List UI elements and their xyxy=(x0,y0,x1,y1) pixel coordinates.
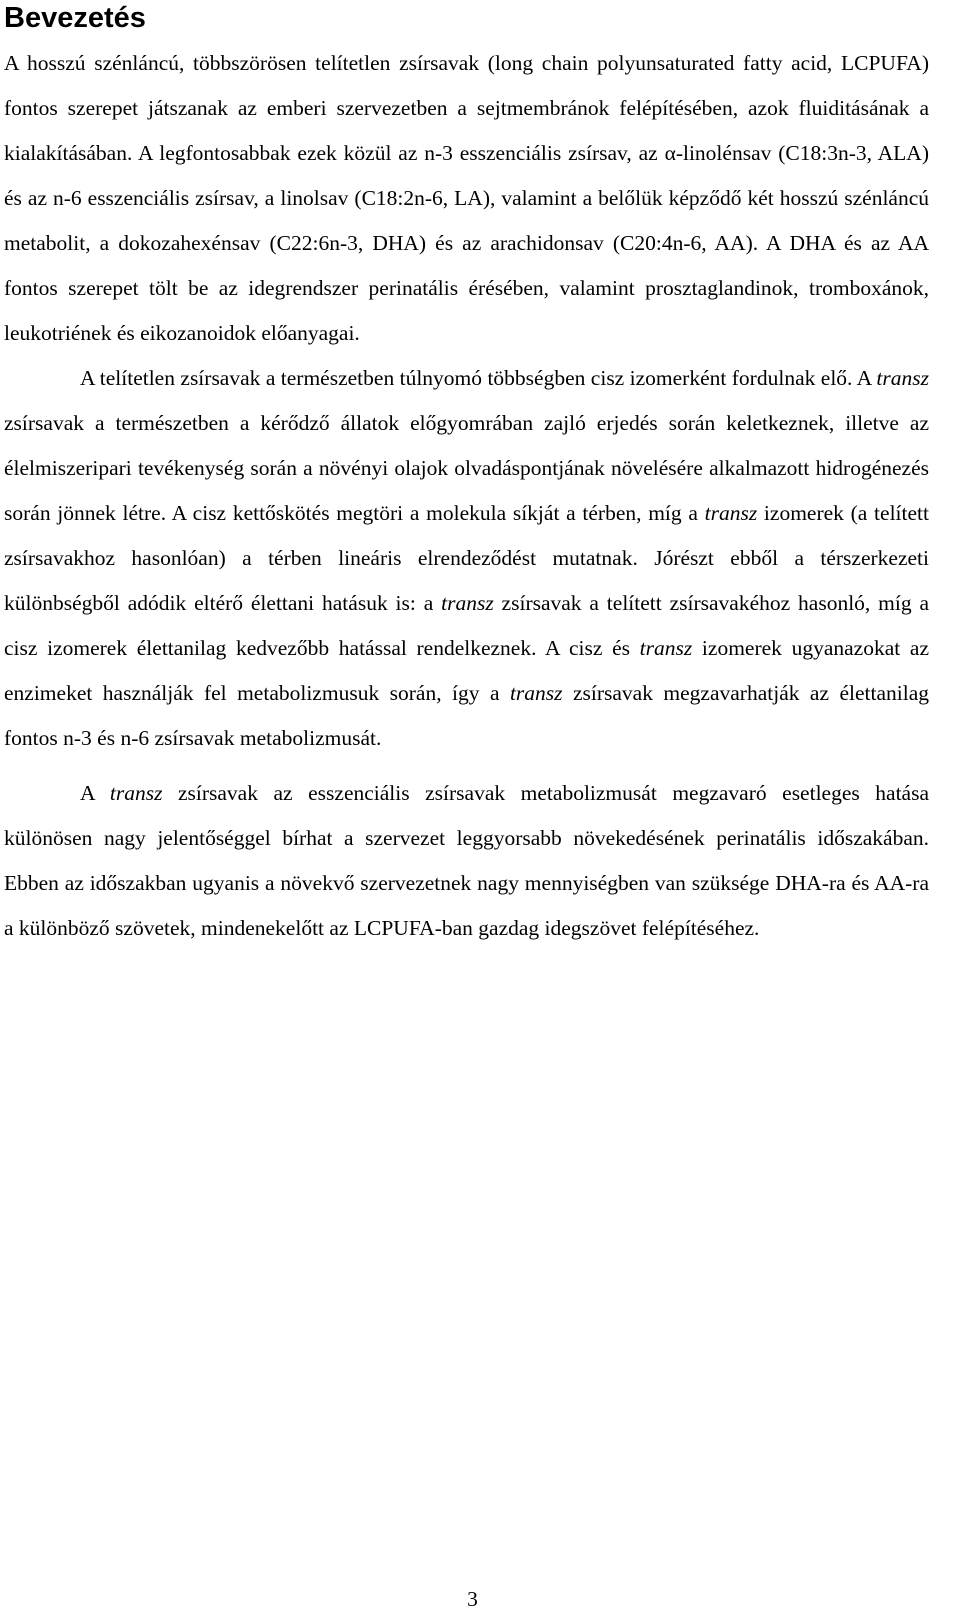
body-text xyxy=(4,41,929,951)
paragraph-3-text: A xyxy=(80,781,110,805)
section-heading: Bevezetés xyxy=(4,2,146,34)
paragraph-3-text: zsírsavak az esszenciális zsírsavak metabolizmusát megzavaró esetleges hatása különösen nagy jelentőséggel bírhat a szervezet leggyorsabb növekedésének perinatális időszakában. Ebben az időszakban ugyanis a növekvő szervezetnek nagy mennyiségben van szüksége DHA-ra és AA-ra a különböző szövetek, mindenekelőtt az LCPUFA-ban gazdag idegszövet felépítéséhez. xyxy=(4,781,930,940)
paragraph-2-text: zsírsavak a természetben a kérődző állatok előgyomrában zajló erjedés során keletkeznek, illetve az élelmiszeripari tevékenység során a növényi olajok olvadáspontjának növelésére alkalmazott hidrogénezés során jönnek létre. A cisz kettőskötés megtöri a molekula síkját a térben, míg a xyxy=(4,411,929,525)
paragraph-2-text: zsírsavak megzavarhatják az élettanilag fontos n-3 és n-6 zsírsavak metabolizmusát. xyxy=(4,681,929,750)
paragraph-2-text: A telítetlen zsírsavak a természetben túlnyomó többségben cisz izomerként fordulnak elő. A xyxy=(80,366,877,390)
italic-term: transz xyxy=(441,591,494,615)
paragraph-2 xyxy=(4,356,929,761)
italic-term: transz xyxy=(509,681,563,705)
italic-term: transz xyxy=(704,501,758,525)
paragraph-2-text: izomerek ugyanazokat az enzimeket használják fel metabolizmusuk során, így a xyxy=(4,636,929,705)
paragraph-2-text: zsírsavak a telített zsírsavakéhoz hasonló, míg a cisz izomerek élettanilag kedvezőbb hatással rendelkeznek. A cisz és xyxy=(4,591,929,660)
paragraph-2-text: izomerek (a telített zsírsavakhoz hasonlóan) a térben lineáris elrendeződést mutatnak. Jórészt ebből a térszerkezeti különbségből adódik eltérő élettani hatásuk is: a xyxy=(4,501,929,615)
italic-term: transz xyxy=(109,781,163,805)
paragraph-3 xyxy=(4,771,929,951)
paragraph-1 xyxy=(4,41,929,356)
italic-term: transz xyxy=(639,636,693,660)
page-number: 3 xyxy=(467,1587,478,1611)
paragraph-1-text: A hosszú szénláncú, többszörösen telítetlen zsírsavak (long chain polyunsaturated fatty acid, LCPUFA) fontos szerepet játszanak az emberi szervezetben a sejtmembránok felépítésében, azok fluiditásának a kialakításában. A legfontosabbak ezek közül az n-3 esszenciális zsírsav, az α-linolénsav (C18:3n-3, ALA) és az n-6 esszenciális zsírsav, a linolsav (C18:2n-6, LA), valamint a belőlük képződő két hosszú szénláncú metabolit, a dokozahexénsav (C22:6n-3, DHA) és az arachidonsav (C20:4n-6, AA). A DHA és az AA fontos szerepet tölt be az idegrendszer perinatális érésében, valamint prosztaglandinok, tromboxánok, leukotriének és eikozanoidok előanyagai. xyxy=(4,51,929,345)
italic-term: transz xyxy=(876,366,929,390)
